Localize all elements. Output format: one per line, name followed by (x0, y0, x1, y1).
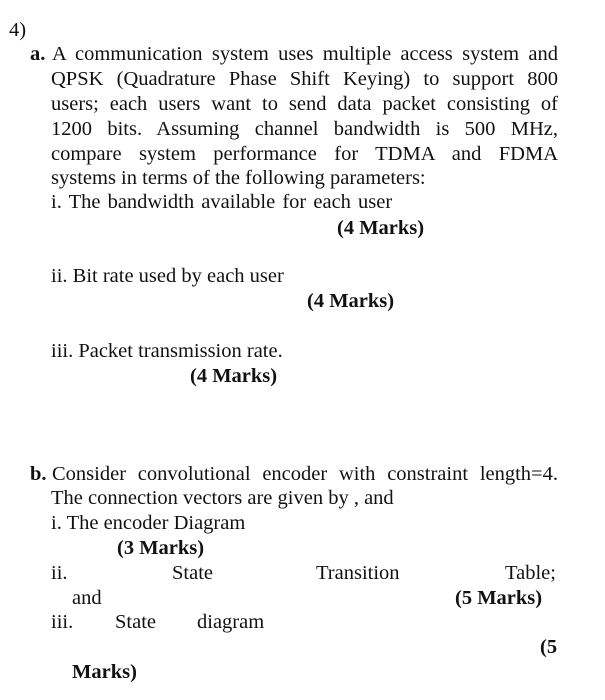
part-b-line-1: Consider convolutional encoder with constraint length=4. (52, 463, 558, 485)
part-a-line-5: compare system performance for TDMA and FDMA (51, 143, 558, 165)
part-a-item-ii-marks: (4 Marks) (307, 290, 395, 312)
part-a-line-1: A communication system uses multiple access system and (52, 43, 558, 65)
part-b-item-iii-word-diagram: diagram (197, 611, 265, 633)
part-b-item-iii-word-state: State (115, 611, 156, 633)
part-b-item-i: i. The encoder Diagram (51, 512, 246, 534)
part-b-item-iii-marks-close: Marks) (72, 661, 137, 683)
part-a-line-4: 1200 bits. Assuming channel bandwidth is 500 MHz, (51, 118, 558, 140)
part-a-item-iii-marks: (4 Marks) (190, 365, 278, 387)
part-b-label: b. (30, 463, 47, 485)
part-a-line-2: QPSK (Quadrature Phase Shift Keying) to support 800 (51, 68, 558, 90)
part-b-item-ii-word-table: Table; (505, 562, 556, 584)
part-a-line-6: systems in terms of the following parameters: (51, 167, 426, 189)
question-number: 4) (9, 19, 27, 41)
part-a-item-ii: ii. Bit rate used by each user (51, 265, 284, 287)
part-b-item-ii-marks: (5 Marks) (455, 587, 543, 609)
part-b-item-ii-word-transition: Transition (316, 562, 400, 584)
part-b-item-i-marks: (3 Marks) (117, 537, 205, 559)
part-b-item-iii-numeral: iii. (51, 611, 74, 633)
part-b-item-iii-marks-open: (5 (540, 636, 558, 658)
part-b-item-ii-numeral: ii. (51, 562, 68, 584)
part-a-item-i: i. The bandwidth available for each user (51, 191, 393, 213)
part-a-line-3: users; each users want to send data packet consisting of (51, 93, 558, 115)
part-a-label: a. (30, 43, 46, 65)
part-a-item-i-marks: (4 Marks) (337, 217, 425, 239)
part-a-item-iii: iii. Packet transmission rate. (51, 340, 283, 362)
part-b-item-ii-word-state: State (172, 562, 213, 584)
part-b-line-2: The connection vectors are given by , and (51, 487, 394, 509)
part-b-item-ii-continuation: and (72, 587, 102, 609)
